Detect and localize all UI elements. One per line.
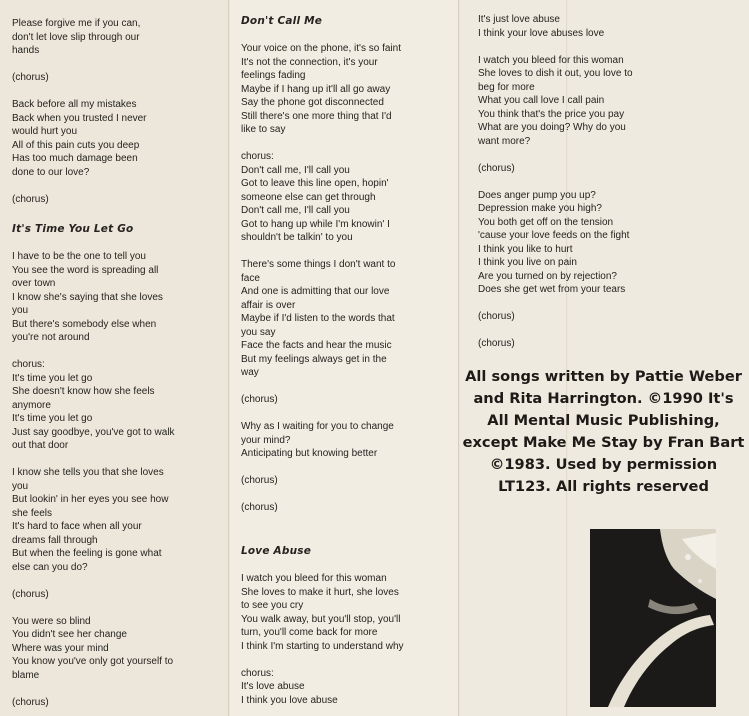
album-art-image xyxy=(590,529,716,707)
chorus-text: It's just love abuse I think your love abuses love xyxy=(478,14,605,39)
verse: I watch you bleed for this woman She loves to dish it out, you love to beg for more What you call love I call pain You think that's the price you pay What are you doing? Why do you want more? xyxy=(478,54,633,147)
chorus-text: It's time you let go She doesn't know how she feels anymore It's time you let go Just say goodbye, you've got to walk out that door xyxy=(12,372,175,451)
chorus-ref: (chorus) xyxy=(12,588,49,600)
fold-line xyxy=(228,0,230,716)
chorus-text: It's love abuse I think you love abuse xyxy=(241,681,338,706)
fold-line xyxy=(458,0,460,716)
lyrics-column-3 xyxy=(478,13,648,351)
verse: Please forgive me if you can, don't let love slip through our hands xyxy=(12,18,141,56)
verse: There's some things I don't want to face And one is admitting that our love affair is over Maybe if I'd listen to the words that you say Face the facts and hear the music But my feelings always get in the way xyxy=(241,259,396,378)
verse: Does anger pump you up? Depression make you high? You both get off on the tension 'cause your love feeds on the fight I think you like to hurt I think you live on pain Are you turned on by rejection? Does she get wet from your tears xyxy=(478,189,630,295)
lyrics-column-1 xyxy=(12,17,222,709)
chorus-ref: (chorus) xyxy=(241,475,278,486)
chorus-text: Don't call me, I'll call you Got to leave this line open, hopin' someone else can get through Don't call me, I'll call you Got to hang up while I'm knowin' I shouldn't be talkin' to you xyxy=(241,164,390,243)
verse: Back before all my mistakes Back when you trusted I never would hurt you All of this pain cuts you deep Has too much damage been done to our love? xyxy=(12,99,147,178)
chorus-label: chorus: xyxy=(12,359,45,370)
lyrics-column-2 xyxy=(241,15,453,707)
verse: You were so blind You didn't see her change Where was your mind You know you've only got yourself to blame xyxy=(12,615,174,681)
chorus-ref: (chorus) xyxy=(478,311,515,322)
credits-text: All songs written by Pattie Weber and Rita Harrington. ©1990 It's All Mental Music Publishing, except Make Me Stay by Fran Bart ©1983. Used by permission LT123. All rights reserved xyxy=(462,368,745,495)
chorus-label: chorus: xyxy=(241,151,274,162)
chorus-ref: (chorus) xyxy=(241,502,278,513)
chorus-label: chorus: xyxy=(241,667,274,679)
song-title: Love Abuse xyxy=(241,545,312,557)
song-title: Don't Call Me xyxy=(241,15,323,27)
chorus-ref: (chorus) xyxy=(12,72,49,83)
chorus-ref: (chorus) xyxy=(478,162,515,174)
verse: I watch you bleed for this woman She loves to make it hurt, she loves to see you cry You walk away, but you'll stop, you'll turn, you'll come back for more I think I'm starting to understand why xyxy=(241,573,404,652)
verse: Why as I waiting for you to change your mind? Anticipating but knowing better xyxy=(241,421,394,459)
song-title: It's Time You Let Go xyxy=(12,223,134,235)
chorus-ref: (chorus) xyxy=(478,338,515,349)
verse: Your voice on the phone, it's so faint It's not the connection, it's your feelings fading Maybe if I hang up it'll all go away Say the phone got disconnected Still there's one more thing that I'd like to say xyxy=(241,43,401,135)
chorus-ref: (chorus) xyxy=(12,696,49,708)
chorus-ref: (chorus) xyxy=(241,394,278,405)
verse: I have to be the one to tell you You see the word is spreading all over town I know she's saying that she loves you But there's somebody else when you're not around xyxy=(12,251,163,343)
verse: I know she tells you that she loves you But lookin' in her eyes you see how she feels It's hard to face when all your dreams fall through But when the feeling is gone what else can you do? xyxy=(12,467,169,573)
chorus-ref: (chorus) xyxy=(12,193,49,205)
